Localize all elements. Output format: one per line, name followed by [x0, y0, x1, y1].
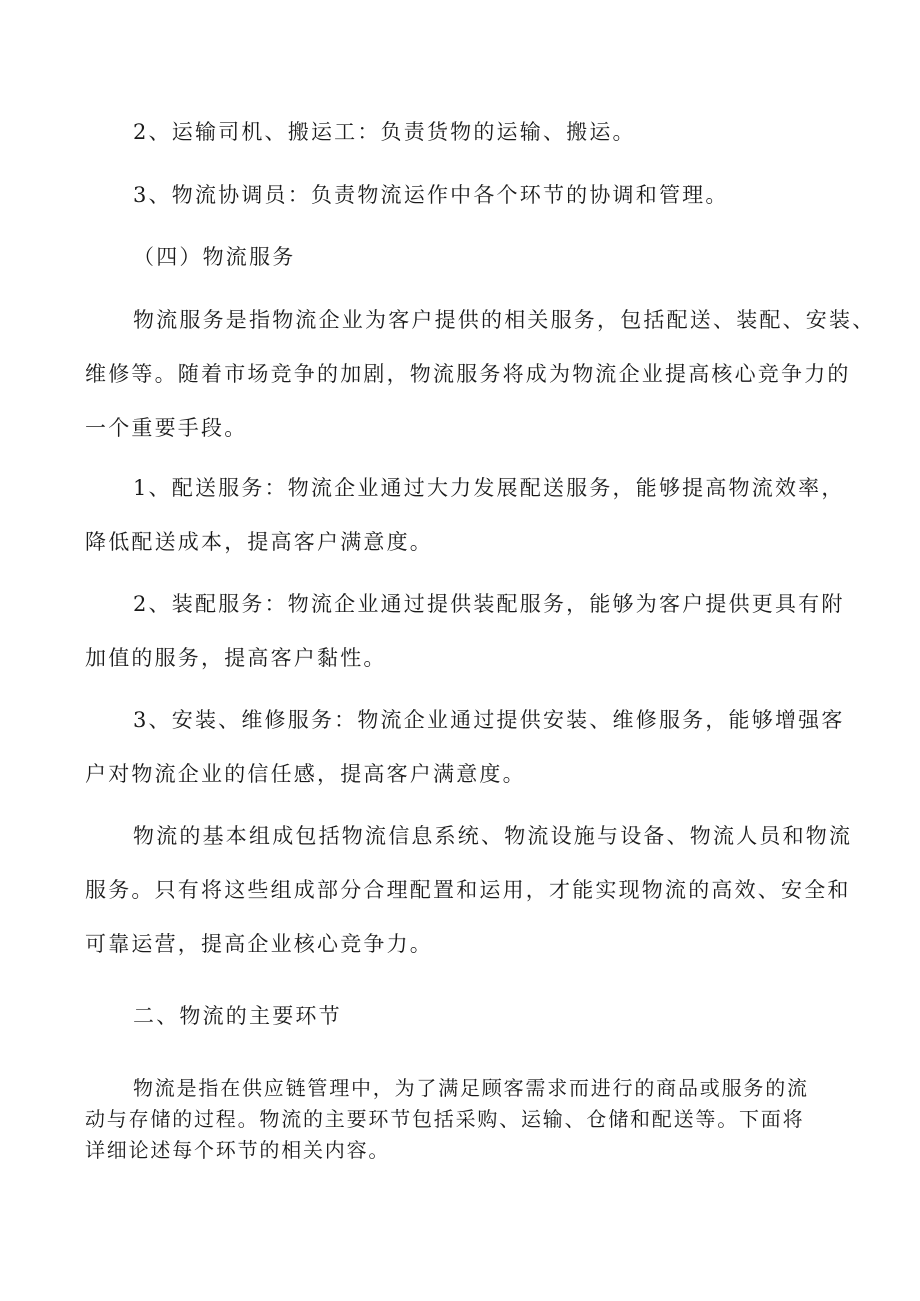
paragraph-line: 一个重要手段。 [85, 416, 248, 440]
chapter-paragraph-line: 物流是指在供应链管理中，为了满足顾客需求而进行的商品或服务的流 [133, 1076, 809, 1100]
chapter-paragraph-line: 动与存储的过程。物流的主要环节包括采购、运输、仓储和配送等。下面将 [85, 1107, 805, 1131]
service-item: 1、配送服务：物流企业通过大力发展配送服务，能够提高物流效率， [133, 476, 845, 500]
service-item: 2、装配服务：物流企业通过提供装配服务，能够为客户提供更具有附 [133, 592, 845, 616]
paragraph-line: 维修等。随着市场竞争的加剧，物流服务将成为物流企业提高核心竞争力的 [85, 362, 851, 386]
section-heading: （四）物流服务 [133, 245, 296, 269]
service-item: 3、安装、维修服务：物流企业通过提供安装、维修服务，能够增强客 [133, 708, 845, 732]
chapter-heading: 二、物流的主要环节 [133, 1004, 342, 1028]
chapter-paragraph-line: 详细论述每个环节的相关内容。 [85, 1138, 391, 1162]
service-item: 降低配送成本，提高客户满意度。 [85, 530, 433, 554]
service-item: 户对物流企业的信任感，提高客户满意度。 [85, 762, 526, 786]
summary-line: 可靠运营，提高企业核心竞争力。 [85, 932, 433, 956]
list-item: 3、物流协调员：负责物流运作中各个环节的协调和管理。 [133, 183, 729, 207]
paragraph-line: 物流服务是指物流企业为客户提供的相关服务，包括配送、装配、安装、 [133, 308, 876, 332]
summary-line: 物流的基本组成包括物流信息系统、物流设施与设备、物流人员和物流 [133, 824, 853, 848]
summary-line: 服务。只有将这些组成部分合理配置和运用，才能实现物流的高效、安全和 [85, 878, 851, 902]
list-item: 2、运输司机、搬运工：负责货物的运输、搬运。 [133, 120, 636, 144]
service-item: 加值的服务，提高客户黏性。 [85, 646, 387, 670]
